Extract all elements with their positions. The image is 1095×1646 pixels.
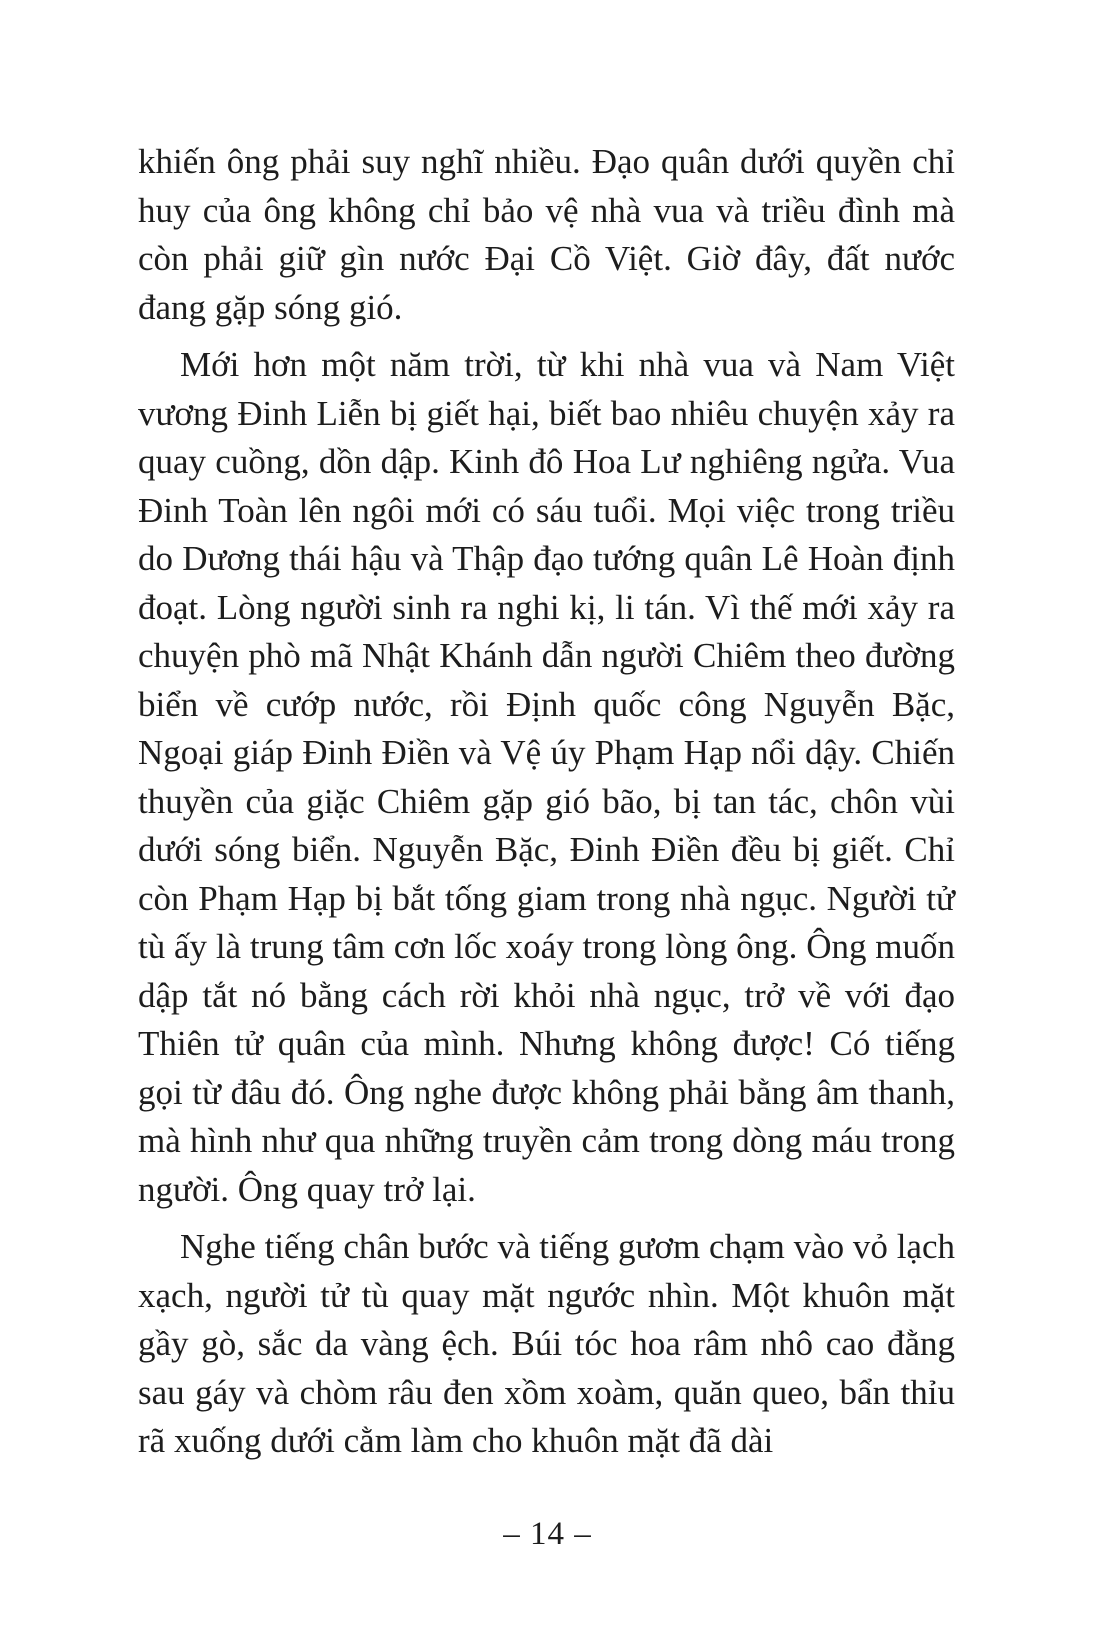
body-text-block <box>138 138 955 1466</box>
paragraph-continuation: khiến ông phải suy nghĩ nhiều. Đạo quân dưới quyền chỉ huy của ông không chỉ bảo vệ nhà vua và triều đình mà còn phải giữ gìn nước Đại Cồ Việt. Giờ đây, đất nước đang gặp sóng gió. <box>138 142 955 327</box>
paragraph-3: Nghe tiếng chân bước và tiếng gươm chạm vào vỏ lạch xạch, người tử tù quay mặt ngước nhìn. Một khuôn mặt gầy gò, sắc da vàng ệch. Búi tóc hoa râm nhô cao đằng sau gáy và chòm râu đen xồm xoàm, quăn queo, bẩn thỉu rã xuống dưới cằm làm cho khuôn mặt đã dài <box>138 1227 955 1460</box>
page-number: – 14 – <box>503 1516 592 1552</box>
paragraph-2: Mới hơn một năm trời, từ khi nhà vua và Nam Việt vương Đinh Liễn bị giết hại, biết bao nhiêu chuyện xảy ra quay cuồng, dồn dập. Kinh đô Hoa Lư nghiêng ngửa. Vua Đinh Toàn lên ngôi mới có sáu tuổi. Mọi việc trong triều do Dương thái hậu và Thập đạo tướng quân Lê Hoàn định đoạt. Lòng người sinh ra nghi kị, li tán. Vì thế mới xảy ra chuyện phò mã Nhật Khánh dẫn người Chiêm theo đường biển về cướp nước, rồi Định quốc công Nguyễn Bặc, Ngoại giáp Đinh Điền và Vệ úy Phạm Hạp nổi dậy. Chiến thuyền của giặc Chiêm gặp gió bão, bị tan tác, chôn vùi dưới sóng biển. Nguyễn Bặc, Đinh Điền đều bị giết. Chỉ còn Phạm Hạp bị bắt tống giam trong nhà ngục. Người tử tù ấy là trung tâm cơn lốc xoáy trong lòng ông. Ông muốn dập tắt nó bằng cách rời khỏi nhà ngục, trở về với đạo Thiên tử quân của mình. Nhưng không được! Có tiếng gọi từ đâu đó. Ông nghe được không phải bằng âm thanh, mà hình như qua những truyền cảm trong dòng máu trong người. Ông quay trở lại. <box>138 345 955 1209</box>
